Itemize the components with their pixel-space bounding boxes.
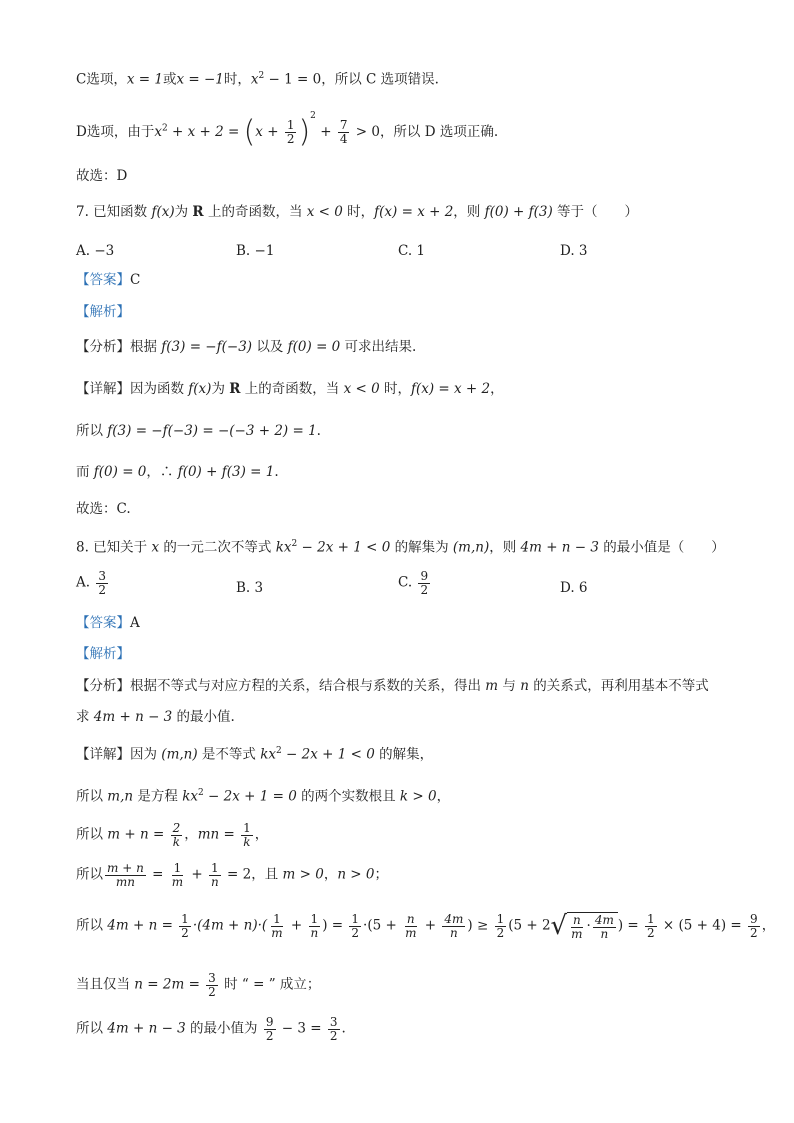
option-d-analysis: D选项，由于$x^2 + x + 2 = (x$ + $\frac{1}{2}$ )$^2$ + $\frac{7}{4}$ > 0，所以 D 选项正确. [76, 111, 499, 150]
q8-option-b[interactable]: B. 3 [236, 580, 264, 596]
fraction: $\frac{1}{2}$ [496, 912, 505, 940]
q7-analysis: 【分析】根据 f(3) = −f(−3) 以及 f(0) = 0 可求出结果. [76, 339, 417, 355]
question-7: 7. 已知函数 f(x)为 R 上的奇函数，当 x < 0 时，f(x) = x + 2，则 f(0) + f(3) 等于（ ） [76, 204, 639, 220]
fraction: $\frac{7}{4}$ [339, 118, 348, 146]
fraction: $\frac{4m}{n}$ [444, 912, 464, 940]
fraction: $\frac{1}{2}$ [181, 912, 189, 940]
q7-analysis-heading: 【解析】 [76, 304, 130, 320]
q8-detail-5: 所以 4m + n = $\frac{1}{2}$ ·(4m + n)·( $\frac{1}{m}$ + $\frac{1}{n}$ ) = $\frac{1}{2}$ ·(5 + $\frac{n}{m}$ + $\frac{4m}{n}$ ) ≥ $\frac{1}{2}$ (5 + 2 √ $\frac{n}{m}$ · $\frac{4m}{n}$ ) = $\frac{1}{2}$ × (5 + 4) = $\frac{9}{2}$ ， [76, 911, 776, 942]
q7-option-d[interactable]: D. 3 [560, 243, 588, 259]
q7-answer: 【答案】C [76, 272, 141, 288]
q8-option-c[interactable]: C. $\frac{9}{2}$ [398, 569, 429, 597]
q8-detail-3: 所以 m + n = $\frac{2}{k}$ ，mn = $\frac{1}{k}$ ， [76, 821, 269, 849]
square-root: √ $\frac{n}{m}$ · $\frac{4m}{n}$ [551, 912, 618, 940]
q8-option-a[interactable]: A. $\frac{3}{2}$ [76, 569, 106, 597]
answer-choice-d: 故选：D [76, 168, 128, 184]
fraction: $\frac{1}{k}$ [243, 821, 251, 849]
question-8: 8. 已知关于 x 的一元二次不等式 $kx^2 - 2x + 1 < 0$ 的解集为 (m,n)，则 4m + n − 3 的最小值是（ ） [76, 539, 725, 556]
q8-detail-6: 当且仅当 n = 2m = $\frac{3}{2}$ 时 “ = ” 成立； [76, 971, 321, 999]
fraction: $\frac{n}{m}$ [405, 912, 417, 940]
fraction: $\frac{9}{2}$ [420, 569, 429, 597]
fraction: $\frac{9}{2}$ [265, 1015, 274, 1043]
fraction: $\frac{3}{2}$ [208, 971, 216, 999]
fraction: $\frac{1}{m}$ [171, 861, 184, 889]
q7-detail-1: 【详解】因为函数 f(x)为 R 上的奇函数，当 x < 0 时，f(x) = x + 2， [76, 381, 504, 397]
q7-option-b[interactable]: B. −1 [236, 243, 275, 259]
fraction: $\frac{2}{k}$ [172, 821, 181, 849]
fraction: $\frac{1}{n}$ [211, 861, 219, 889]
q8-analysis-1: 【分析】根据不等式与对应方程的关系，结合根与系数的关系，得出 m 与 n 的关系式，再利用基本不等式 [76, 678, 709, 694]
q7-option-a[interactable]: A. −3 [76, 243, 115, 259]
q7-conclusion: 故选：C. [76, 501, 131, 517]
q8-answer: 【答案】A [76, 615, 140, 631]
q8-option-d[interactable]: D. 6 [560, 580, 588, 596]
fraction: $\frac{1}{2}$ [351, 912, 360, 940]
q8-conclusion: 所以 4m + n − 3 的最小值为 $\frac{9}{2}$ − 3 = $\frac{3}{2}$ . [76, 1015, 346, 1043]
q8-detail-1: 【详解】因为 (m,n) 是不等式 $kx^2 - 2x + 1 < 0$ 的解集， [76, 746, 434, 763]
fraction: $\frac{m + n}{mn}$ [107, 861, 144, 889]
fraction: $\frac{1}{m}$ [271, 912, 283, 940]
fraction: $\frac{3}{2}$ [98, 569, 106, 597]
q8-detail-4: 所以 $\frac{m + n}{mn}$ = $\frac{1}{m}$ + $\frac{1}{n}$ = 2，且 m > 0，n > 0； [76, 861, 388, 889]
fraction: $\frac{1}{2}$ [647, 912, 655, 940]
q7-option-c[interactable]: C. 1 [398, 243, 426, 259]
fraction: $\frac{1}{n}$ [310, 912, 319, 940]
option-c-analysis: C选项，x = 1或x = −1时，$x^2 - 1 = 0$，所以 C 选项错误. [76, 71, 439, 88]
q7-detail-3: 而 f(0) = 0，∴ f(0) + f(3) = 1. [76, 464, 279, 480]
q8-analysis-2: 求 4m + n − 3 的最小值. [76, 709, 235, 725]
q7-detail-2: 所以 f(3) = −f(−3) = −(−3 + 2) = 1. [76, 423, 321, 439]
fraction: $\frac{9}{2}$ [750, 912, 758, 940]
q8-detail-2: 所以 m,n 是方程 $kx^2 - 2x + 1 = 0$ 的两个实数根且 k > 0， [76, 788, 451, 805]
fraction: $\frac{1}{2}$ [286, 118, 295, 146]
fraction: $\frac{3}{2}$ [329, 1015, 338, 1043]
q8-analysis-heading: 【解析】 [76, 646, 130, 662]
